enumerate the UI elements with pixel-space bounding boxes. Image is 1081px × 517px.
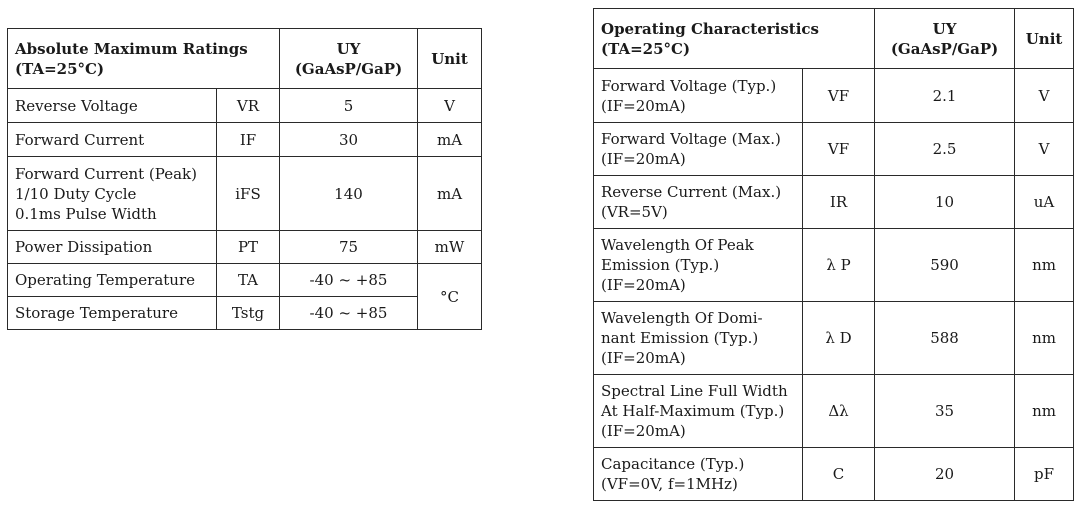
- symbol-cell: VR: [217, 89, 280, 123]
- param-cell: Forward Voltage (Typ.) (IF=20mA): [594, 69, 803, 123]
- value-cell: 140: [280, 157, 418, 231]
- param-cell: Power Dissipation: [8, 231, 217, 264]
- symbol-cell: TA: [217, 264, 280, 297]
- unit-cell: mA: [418, 157, 482, 231]
- table-row: [594, 375, 1074, 448]
- part-column-header: [875, 9, 1015, 69]
- symbol-cell: Tstg: [217, 297, 280, 330]
- part-column-header: [280, 29, 418, 89]
- table-row: [594, 176, 1074, 229]
- part-material: (GaAsP/GaP): [890, 39, 999, 58]
- table-row: [8, 157, 482, 231]
- table-title: [594, 9, 875, 69]
- param-cell: Forward Current: [8, 123, 217, 157]
- param-cell: Wavelength Of Peak Emission (Typ.) (IF=20mA): [594, 229, 803, 302]
- unit-column-header: Unit: [418, 29, 482, 89]
- unit-cell: nm: [1015, 302, 1074, 375]
- unit-cell-merged: °C: [418, 264, 482, 330]
- unit-cell: nm: [1015, 375, 1074, 448]
- param-cell: Reverse Current (Max.) (VR=5V): [594, 176, 803, 229]
- param-cell: Operating Temperature: [8, 264, 217, 297]
- symbol-cell: C: [803, 448, 875, 501]
- table-header-row: [8, 29, 482, 89]
- param-cell: Wavelength Of Domi- nant Emission (Typ.) (IF=20mA): [594, 302, 803, 375]
- table-row: [594, 69, 1074, 123]
- value-cell: 2.5: [875, 123, 1015, 176]
- param-cell: Reverse Voltage: [8, 89, 217, 123]
- symbol-cell: iFS: [217, 157, 280, 231]
- symbol-cell: VF: [803, 123, 875, 176]
- unit-column-header: Unit: [1015, 9, 1074, 69]
- part-name: UY: [932, 19, 957, 38]
- symbol-cell: IR: [803, 176, 875, 229]
- condition-text: (TA=25°C): [601, 39, 691, 58]
- value-cell: -40 ~ +85: [280, 297, 418, 330]
- value-cell: 35: [875, 375, 1015, 448]
- table-row: [8, 297, 482, 330]
- param-cell: Capacitance (Typ.) (VF=0V, f=1MHz): [594, 448, 803, 501]
- symbol-cell: IF: [217, 123, 280, 157]
- unit-cell: nm: [1015, 229, 1074, 302]
- value-cell: 588: [875, 302, 1015, 375]
- param-cell: Forward Current (Peak) 1/10 Duty Cycle 0.1ms Pulse Width: [8, 157, 217, 231]
- param-cell: Forward Voltage (Max.) (IF=20mA): [594, 123, 803, 176]
- table-row: [594, 448, 1074, 501]
- param-cell: Spectral Line Full Width At Half-Maximum (Typ.) (IF=20mA): [594, 375, 803, 448]
- part-name: UY: [336, 39, 361, 58]
- table-row: [8, 123, 482, 157]
- symbol-cell: Δλ: [803, 375, 875, 448]
- table-row: [8, 89, 482, 123]
- value-cell: -40 ~ +85: [280, 264, 418, 297]
- symbol-cell: λ P: [803, 229, 875, 302]
- unit-cell: mA: [418, 123, 482, 157]
- unit-cell: pF: [1015, 448, 1074, 501]
- unit-cell: V: [418, 89, 482, 123]
- value-cell: 590: [875, 229, 1015, 302]
- table-row: [594, 123, 1074, 176]
- symbol-cell: VF: [803, 69, 875, 123]
- unit-cell: mW: [418, 231, 482, 264]
- value-cell: 5: [280, 89, 418, 123]
- value-cell: 75: [280, 231, 418, 264]
- title-text: Operating Characteristics: [601, 19, 820, 38]
- unit-cell: V: [1015, 123, 1074, 176]
- table-row: [8, 231, 482, 264]
- table-title: [8, 29, 280, 89]
- value-cell: 30: [280, 123, 418, 157]
- title-text: Absolute Maximum Ratings: [15, 39, 248, 58]
- symbol-cell: PT: [217, 231, 280, 264]
- table-row: [8, 264, 482, 297]
- symbol-cell: λ D: [803, 302, 875, 375]
- value-cell: 10: [875, 176, 1015, 229]
- unit-cell: V: [1015, 69, 1074, 123]
- table-row: [594, 229, 1074, 302]
- param-cell: Storage Temperature: [8, 297, 217, 330]
- unit-cell: uA: [1015, 176, 1074, 229]
- value-cell: 2.1: [875, 69, 1015, 123]
- absolute-maximum-ratings-table: [7, 28, 482, 330]
- part-material: (GaAsP/GaP): [294, 59, 403, 78]
- table-row: [594, 302, 1074, 375]
- condition-text: (TA=25°C): [15, 59, 105, 78]
- operating-characteristics-table: [593, 8, 1074, 501]
- value-cell: 20: [875, 448, 1015, 501]
- table-header-row: [594, 9, 1074, 69]
